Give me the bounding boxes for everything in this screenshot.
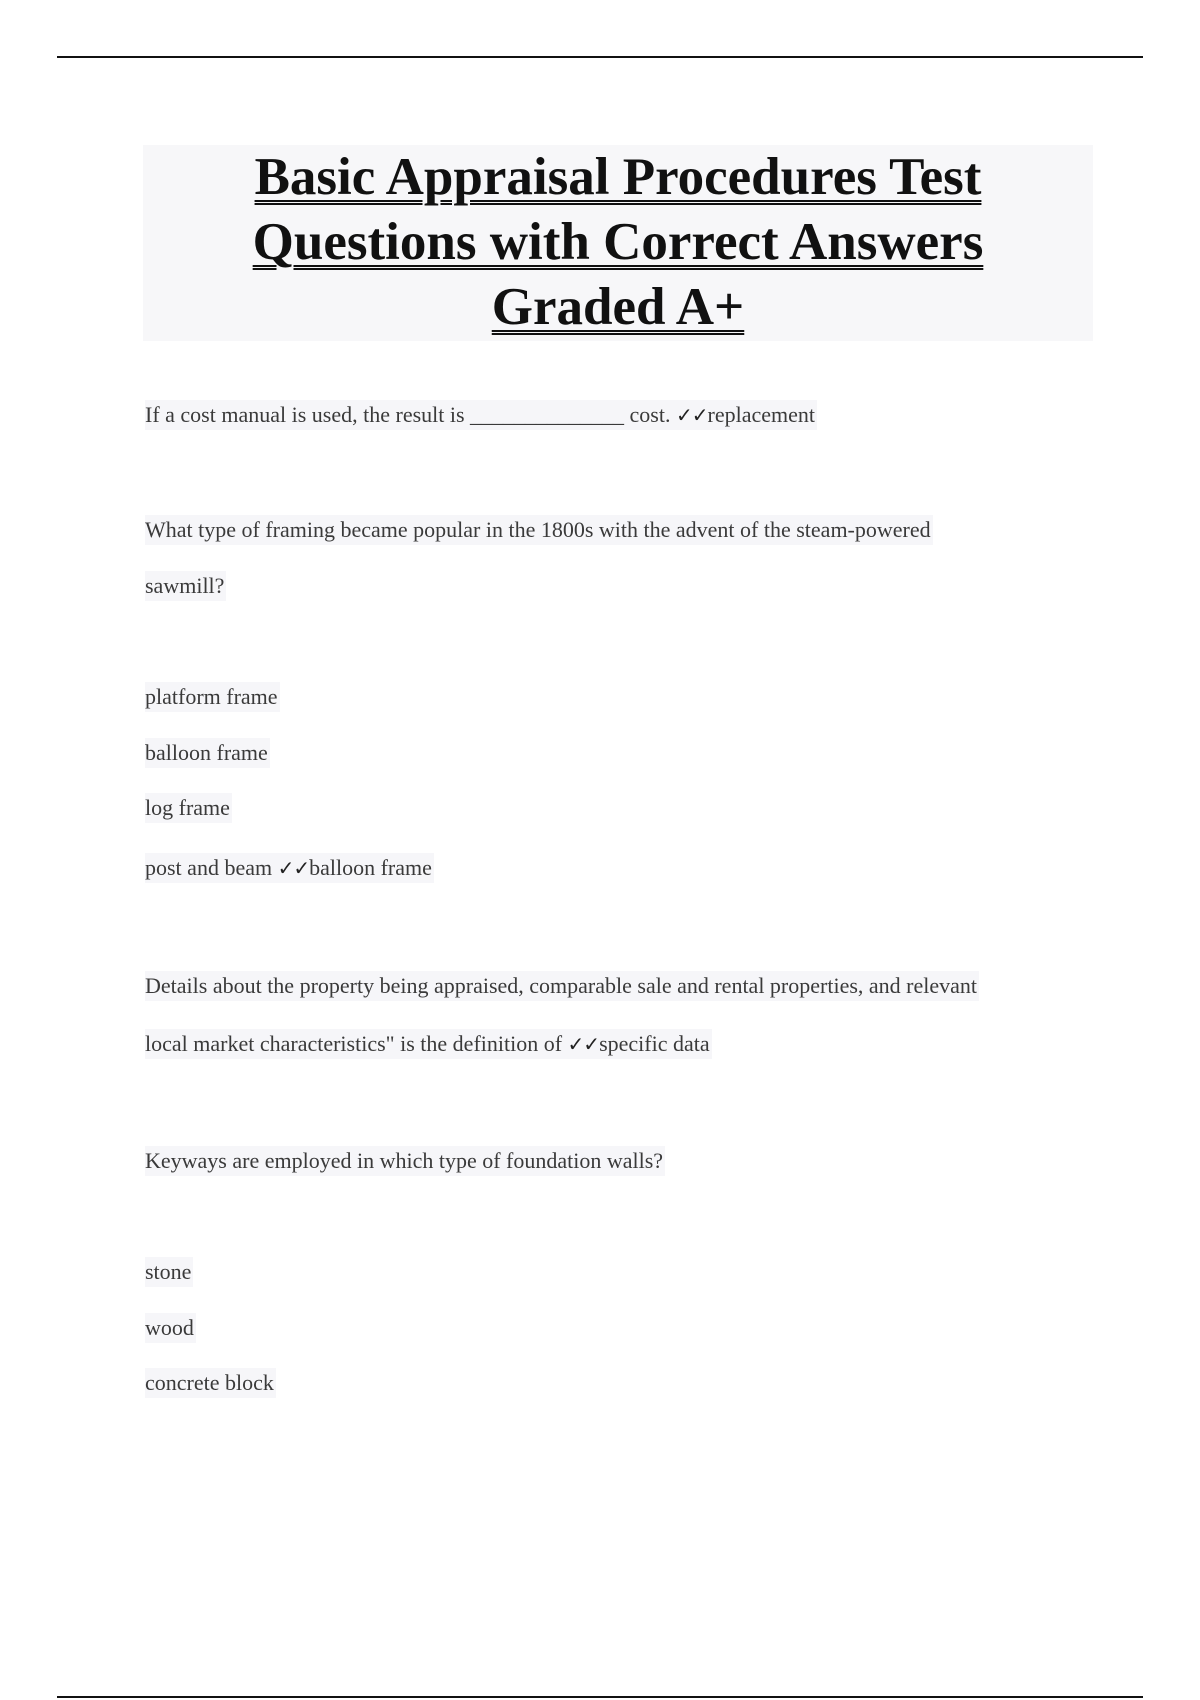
question-3-line-1: Details about the property being appraised, comparable sale and rental properties, and relevant xyxy=(145,971,979,1001)
title-line-3: Graded A+ xyxy=(491,278,745,336)
document-title xyxy=(143,145,1093,341)
question-2-line-2: sawmill? xyxy=(145,571,226,601)
check-icon: ✓✓ xyxy=(567,1032,600,1056)
question-1 xyxy=(145,400,817,430)
title-line-1: Basic Appraisal Procedures Test xyxy=(254,148,982,206)
question-2-answer: balloon frame xyxy=(309,855,432,880)
question-1-answer: replacement xyxy=(707,402,815,427)
question-4-option-1: stone xyxy=(145,1257,193,1287)
question-3-answer: specific data xyxy=(599,1031,710,1056)
check-icon: ✓✓ xyxy=(675,403,708,427)
question-1-text: If a cost manual is used, the result is ______________ cost. xyxy=(145,402,671,427)
question-4-option-2: wood xyxy=(145,1313,196,1343)
check-icon: ✓✓ xyxy=(277,856,310,880)
question-2-option-1: platform frame xyxy=(145,682,280,712)
question-2-option-4: post and beam ✓✓balloon frame xyxy=(145,853,434,883)
question-2-option-2: balloon frame xyxy=(145,738,270,768)
title-line-2: Questions with Correct Answers xyxy=(252,213,984,271)
bottom-rule xyxy=(57,1696,1143,1698)
question-3-line-2: local market characteristics" is the definition of ✓✓specific data xyxy=(145,1029,712,1059)
top-rule xyxy=(57,56,1143,58)
question-4-text: Keyways are employed in which type of foundation walls? xyxy=(145,1146,665,1176)
question-4-option-3: concrete block xyxy=(145,1368,276,1398)
question-2-line-1: What type of framing became popular in the 1800s with the advent of the steam-powered xyxy=(145,515,933,545)
question-2-option-3: log frame xyxy=(145,793,232,823)
